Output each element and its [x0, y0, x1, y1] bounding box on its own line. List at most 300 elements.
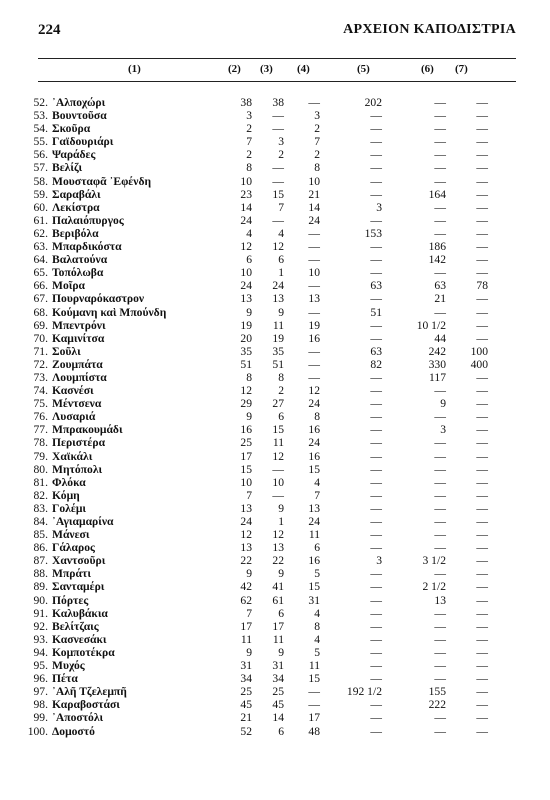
col-3-value: 51 [272, 357, 284, 371]
row-number: 84. [33, 515, 48, 528]
col-7-value: 78 [476, 279, 488, 293]
column-header-1: (1) [128, 63, 141, 75]
col-2-value: 34 [240, 672, 252, 686]
row-number: 87. [33, 554, 48, 568]
col-3-value: 38 [272, 96, 284, 109]
village-name: Βεριβόλα [52, 226, 99, 240]
col-7-value: — [476, 580, 488, 594]
col-4-value: — [308, 253, 320, 267]
col-2-value: 7 [246, 488, 252, 502]
row-number: 76. [33, 410, 48, 424]
village-name: Ζουμπάτα [52, 357, 103, 371]
village-name: Μπαρδικόστα [52, 240, 122, 254]
col-7-value: — [476, 135, 488, 149]
col-4-value: — [308, 344, 320, 358]
row-number: 67. [33, 292, 48, 306]
row-number: 82. [33, 488, 48, 502]
col-6-value: — [434, 161, 446, 175]
col-2-value: 24 [240, 515, 252, 528]
col-4-value: — [308, 698, 320, 712]
col-2-value: 9 [246, 567, 252, 581]
row-number: 69. [33, 318, 48, 332]
col-5-value: — [370, 397, 382, 411]
col-7-value: — [476, 567, 488, 581]
col-5-value: — [370, 567, 382, 581]
village-name: Κούμανη καὶ Μπούνδη [52, 305, 167, 319]
table-row [0, 266, 550, 279]
table-row [0, 607, 550, 620]
col-2-value: 12 [240, 384, 252, 398]
col-3-value: — [272, 174, 284, 188]
table-row [0, 161, 550, 174]
village-name: Λεκίστρα [52, 200, 100, 214]
col-3-value: 9 [278, 501, 284, 515]
col-3-value: 6 [278, 410, 284, 424]
column-header-3: (3) [260, 63, 273, 75]
col-2-value: 13 [240, 501, 252, 515]
col-4-value: 5 [314, 567, 320, 581]
col-4-value: 13 [308, 292, 320, 306]
village-name: Μοῖρα [52, 279, 86, 293]
col-4-value: 11 [308, 659, 320, 673]
col-2-value: 42 [240, 580, 252, 594]
col-4-value: 17 [308, 711, 320, 725]
row-number: 81. [33, 475, 48, 489]
row-number: 97. [33, 685, 48, 699]
col-6-value: — [434, 501, 446, 515]
village-name: Κασνεσάκι [52, 632, 107, 646]
row-number: 53. [33, 109, 48, 123]
col-5-value: — [370, 515, 382, 528]
row-number: 59. [33, 187, 48, 201]
col-3-value: 1 [278, 266, 284, 280]
col-5-value: — [370, 475, 382, 489]
village-name: Μπεντρόνι [52, 318, 106, 332]
col-3-value: — [272, 161, 284, 175]
col-6-value: — [434, 109, 446, 123]
col-7-value: — [476, 122, 488, 136]
row-number: 79. [33, 449, 48, 463]
col-5-value: — [370, 672, 382, 686]
table-row [0, 489, 550, 502]
row-number: 93. [33, 632, 48, 646]
col-3-value: 19 [272, 331, 284, 345]
col-6-value: 2 1/2 [422, 580, 446, 594]
col-7-value: — [476, 515, 488, 528]
col-4-value: 16 [308, 423, 320, 437]
col-2-value: 7 [246, 606, 252, 620]
village-name: Βουντοῦσα [52, 109, 107, 123]
col-3-value: 11 [272, 632, 284, 646]
row-number: 63. [33, 240, 48, 254]
col-7-value: — [476, 462, 488, 476]
row-number: 90. [33, 593, 48, 607]
col-3-value: 4 [278, 226, 284, 240]
col-3-value: 12 [272, 240, 284, 254]
village-name: Γάλαρος [52, 541, 95, 555]
col-2-value: 25 [240, 685, 252, 699]
table-body [0, 96, 550, 738]
col-2-value: 8 [246, 370, 252, 384]
col-7-value: — [476, 253, 488, 267]
village-name: Βαλατούνα [52, 253, 108, 267]
col-5-value: — [370, 174, 382, 188]
row-number: 91. [33, 606, 48, 620]
col-6-value: — [434, 436, 446, 450]
col-5-value: — [370, 423, 382, 437]
col-7-value: — [476, 475, 488, 489]
village-name: ᾿Αλποχώρι [52, 96, 106, 109]
table-row [0, 188, 550, 201]
col-4-value: 15 [308, 462, 320, 476]
col-3-value: — [272, 122, 284, 136]
col-4-value: — [308, 370, 320, 384]
col-4-value: — [308, 685, 320, 699]
col-7-value: — [476, 318, 488, 332]
row-number: 66. [33, 279, 48, 293]
table-row [0, 148, 550, 161]
col-5-value: — [370, 449, 382, 463]
row-number: 74. [33, 384, 48, 398]
col-6-value: 13 [434, 593, 446, 607]
table-row [0, 332, 550, 345]
col-5-value: — [370, 318, 382, 332]
village-name: Μάνεσι [52, 528, 90, 542]
col-2-value: 51 [240, 357, 252, 371]
col-7-value: — [476, 541, 488, 555]
col-6-value: — [434, 96, 446, 109]
col-3-value: 17 [272, 619, 284, 633]
row-number: 95. [33, 659, 48, 673]
col-2-value: 12 [240, 528, 252, 542]
row-number: 65. [33, 266, 48, 280]
col-6-value: — [434, 122, 446, 136]
row-number: 77. [33, 423, 48, 437]
col-4-value: 8 [314, 410, 320, 424]
village-name: Γολέμι [52, 501, 86, 515]
col-5-value: — [370, 122, 382, 136]
village-name: Σκοῦρα [52, 122, 91, 136]
col-7-value: — [476, 488, 488, 502]
row-number: 71. [33, 344, 48, 358]
table-row [0, 358, 550, 371]
table-row [0, 725, 550, 738]
col-2-value: 29 [240, 397, 252, 411]
col-3-value: 2 [278, 148, 284, 162]
table-row [0, 135, 550, 148]
col-4-value: 7 [314, 135, 320, 149]
table-row [0, 371, 550, 384]
col-7-value: — [476, 384, 488, 398]
col-5-value: — [370, 292, 382, 306]
row-number: 83. [33, 501, 48, 515]
table-row [0, 397, 550, 410]
table-row [0, 711, 550, 724]
col-3-value: 2 [278, 384, 284, 398]
village-name: Καμινίτσα [52, 331, 105, 345]
village-name: Μουσταφᾶ ᾿Εφένδη [52, 174, 152, 188]
row-number: 78. [33, 436, 48, 450]
col-2-value: 38 [240, 96, 252, 109]
col-4-value: 16 [308, 449, 320, 463]
col-2-value: 9 [246, 645, 252, 659]
col-2-value: 31 [240, 659, 252, 673]
col-6-value: 222 [428, 698, 446, 712]
col-4-value: 21 [308, 187, 320, 201]
col-4-value: — [308, 305, 320, 319]
village-name: Ψαράδες [52, 148, 96, 162]
col-4-value: — [308, 279, 320, 293]
row-number: 100. [27, 724, 48, 738]
village-name: Φλόκα [52, 475, 86, 489]
col-6-value: 186 [428, 240, 446, 254]
col-2-value: 15 [240, 462, 252, 476]
row-number: 75. [33, 397, 48, 411]
col-6-value: — [434, 567, 446, 581]
col-4-value: 4 [314, 632, 320, 646]
col-4-value: 15 [308, 672, 320, 686]
col-7-value: — [476, 161, 488, 175]
col-2-value: 3 [246, 109, 252, 123]
col-2-value: 13 [240, 541, 252, 555]
col-6-value: — [434, 384, 446, 398]
col-5-value: — [370, 659, 382, 673]
column-header-6: (6) [421, 63, 434, 75]
table-row [0, 463, 550, 476]
col-5-value: — [370, 593, 382, 607]
col-6-value: — [434, 174, 446, 188]
col-2-value: 9 [246, 305, 252, 319]
col-3-value: 9 [278, 645, 284, 659]
col-7-value: — [476, 200, 488, 214]
col-4-value: 16 [308, 331, 320, 345]
col-5-value: — [370, 240, 382, 254]
col-4-value: 10 [308, 266, 320, 280]
row-number: 89. [33, 580, 48, 594]
column-header-5: (5) [357, 63, 370, 75]
row-number: 99. [33, 711, 48, 725]
col-5-value: — [370, 488, 382, 502]
col-7-value: — [476, 685, 488, 699]
col-4-value: 19 [308, 318, 320, 332]
col-2-value: 6 [246, 253, 252, 267]
col-2-value: 16 [240, 423, 252, 437]
col-3-value: 13 [272, 292, 284, 306]
col-6-value: 242 [428, 344, 446, 358]
table-row [0, 594, 550, 607]
col-3-value: 12 [272, 528, 284, 542]
col-4-value: — [308, 357, 320, 371]
col-7-value: — [476, 672, 488, 686]
col-3-value: 11 [272, 318, 284, 332]
col-5-value: — [370, 266, 382, 280]
village-name: Πόρτες [52, 593, 89, 607]
column-header-4: (4) [297, 63, 310, 75]
col-6-value: — [434, 619, 446, 633]
col-6-value: 117 [429, 370, 446, 384]
col-6-value: — [434, 488, 446, 502]
row-number: 52. [33, 96, 48, 109]
col-2-value: 22 [240, 554, 252, 568]
col-5-value: 63 [370, 279, 382, 293]
col-2-value: 19 [240, 318, 252, 332]
col-5-value: — [370, 645, 382, 659]
col-6-value: — [434, 515, 446, 528]
table-row [0, 96, 550, 109]
col-2-value: 25 [240, 436, 252, 450]
col-4-value: — [308, 226, 320, 240]
row-number: 62. [33, 226, 48, 240]
col-3-value: — [272, 109, 284, 123]
col-5-value: 153 [364, 226, 382, 240]
village-name: Περιστέρα [52, 436, 106, 450]
col-4-value: 4 [314, 475, 320, 489]
col-3-value: — [272, 213, 284, 227]
col-7-value: — [476, 174, 488, 188]
row-number: 86. [33, 541, 48, 555]
table-row [0, 436, 550, 449]
col-5-value: — [370, 370, 382, 384]
column-header-7: (7) [455, 63, 468, 75]
village-name: Κομποτέκρα [52, 645, 115, 659]
village-name: Μπράτι [52, 567, 91, 581]
col-6-value: — [434, 449, 446, 463]
col-3-value: 6 [278, 724, 284, 738]
table-row [0, 450, 550, 463]
col-2-value: 17 [240, 449, 252, 463]
col-6-value: 330 [428, 357, 446, 371]
col-7-value: — [476, 305, 488, 319]
col-5-value: — [370, 528, 382, 542]
village-name: Βελίτζαις [52, 619, 99, 633]
col-2-value: 2 [246, 148, 252, 162]
col-4-value: — [308, 96, 320, 109]
col-6-value: — [434, 632, 446, 646]
village-name: Βελίζι [52, 161, 83, 175]
col-4-value: 24 [308, 397, 320, 411]
col-2-value: 11 [240, 632, 252, 646]
col-3-value: 15 [272, 423, 284, 437]
col-3-value: 11 [272, 436, 284, 450]
col-5-value: 82 [370, 357, 382, 371]
col-4-value: 8 [314, 619, 320, 633]
col-6-value: — [434, 528, 446, 542]
col-3-value: 7 [278, 200, 284, 214]
table-header-rule [38, 81, 516, 82]
col-7-value: — [476, 410, 488, 424]
village-name: Παλαιόπυργος [52, 213, 124, 227]
village-name: Μυχός [52, 659, 85, 673]
village-name: Χαντσοῦρι [52, 554, 106, 568]
col-5-value: — [370, 501, 382, 515]
col-2-value: 10 [240, 174, 252, 188]
col-7-value: — [476, 213, 488, 227]
col-5-value: — [370, 161, 382, 175]
col-7-value: — [476, 711, 488, 725]
row-number: 72. [33, 357, 48, 371]
table-row [0, 580, 550, 593]
col-7-value: — [476, 96, 488, 109]
col-7-value: — [476, 370, 488, 384]
col-7-value: — [476, 645, 488, 659]
col-6-value: 63 [434, 279, 446, 293]
col-3-value: 25 [272, 685, 284, 699]
col-6-value: 3 [440, 423, 446, 437]
col-7-value: — [476, 187, 488, 201]
col-4-value: 8 [314, 161, 320, 175]
col-3-value: — [272, 488, 284, 502]
village-name: Γαϊδουριάρι [52, 135, 114, 149]
col-7-value: — [476, 436, 488, 450]
col-5-value: — [370, 619, 382, 633]
table-row [0, 201, 550, 214]
table-row [0, 175, 550, 188]
col-3-value: 34 [272, 672, 284, 686]
col-4-value: 2 [314, 148, 320, 162]
village-name: Μητόπολι [52, 462, 103, 476]
col-6-value: 164 [428, 187, 446, 201]
col-7-value: — [476, 632, 488, 646]
village-name: Πέτα [52, 672, 78, 686]
col-3-value: 27 [272, 397, 284, 411]
col-5-value: — [370, 436, 382, 450]
row-number: 56. [33, 148, 48, 162]
col-4-value: 3 [314, 109, 320, 123]
table-row [0, 345, 550, 358]
col-7-value: — [476, 724, 488, 738]
col-6-value: — [434, 541, 446, 555]
col-3-value: 1 [278, 515, 284, 528]
col-6-value: — [434, 672, 446, 686]
col-6-value: 142 [428, 253, 446, 267]
col-5-value: — [370, 541, 382, 555]
col-3-value: 9 [278, 567, 284, 581]
col-6-value: — [434, 148, 446, 162]
table-row [0, 240, 550, 253]
col-4-value: 10 [308, 174, 320, 188]
col-2-value: 62 [240, 593, 252, 607]
col-5-value: — [370, 253, 382, 267]
village-name: Σανταμέρι [52, 580, 105, 594]
col-4-value: 13 [308, 501, 320, 515]
table-row [0, 672, 550, 685]
col-4-value: 7 [314, 488, 320, 502]
col-5-value: — [370, 213, 382, 227]
col-4-value: 6 [314, 541, 320, 555]
col-4-value: 5 [314, 645, 320, 659]
col-2-value: 13 [240, 292, 252, 306]
col-5-value: 202 [364, 96, 382, 109]
col-6-value: 21 [434, 292, 446, 306]
row-number: 57. [33, 161, 48, 175]
row-number: 80. [33, 462, 48, 476]
table-row [0, 292, 550, 305]
table-row [0, 476, 550, 489]
col-5-value: — [370, 698, 382, 712]
col-7-value: — [476, 619, 488, 633]
col-5-value: — [370, 109, 382, 123]
table-row [0, 384, 550, 397]
table-row [0, 410, 550, 423]
col-2-value: 52 [240, 724, 252, 738]
village-name: Καραβοστάσι [52, 698, 120, 712]
col-7-value: — [476, 593, 488, 607]
col-7-value: — [476, 397, 488, 411]
row-number: 94. [33, 645, 48, 659]
col-7-value: 100 [470, 344, 488, 358]
col-3-value: 45 [272, 698, 284, 712]
village-name: Μπρακουμάδι [52, 423, 123, 437]
